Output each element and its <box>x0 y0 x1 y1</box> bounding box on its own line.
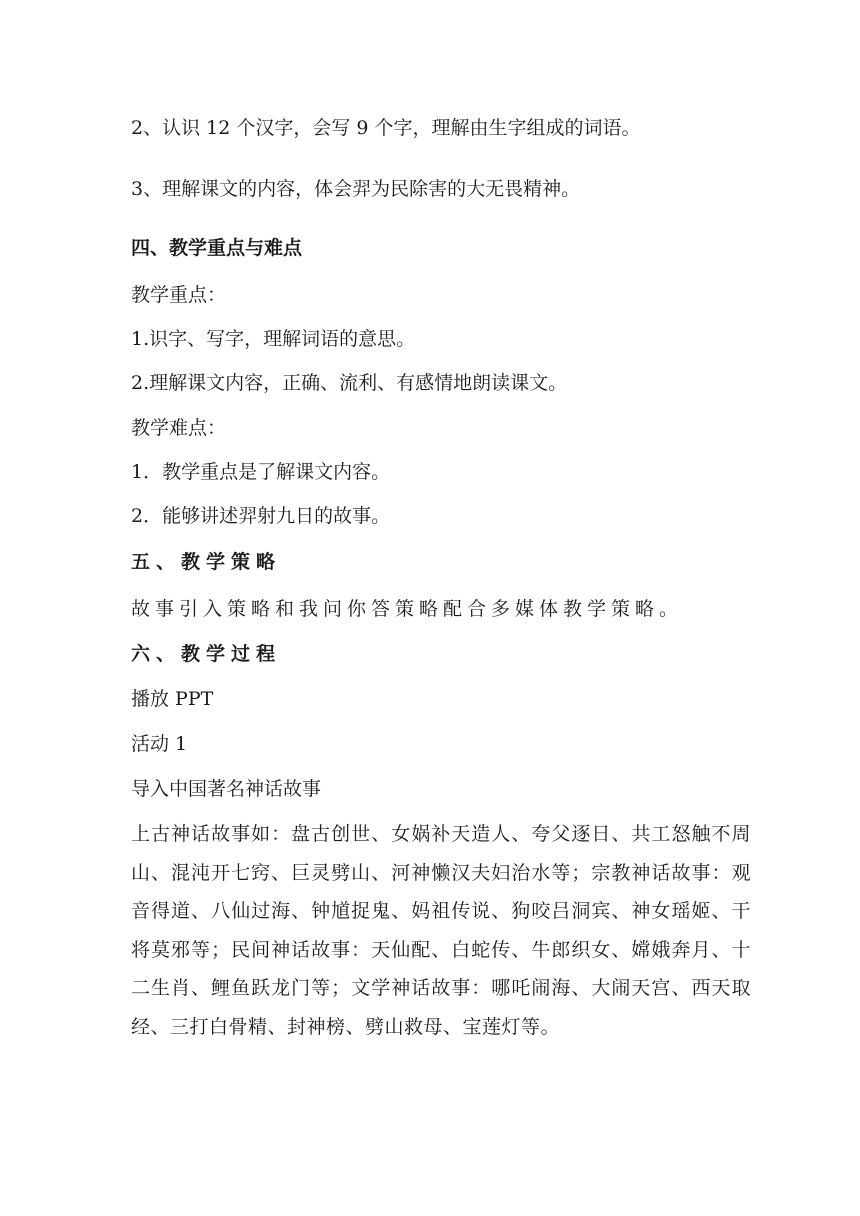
difficulty-2: 2．能够讲述羿射九日的故事。 <box>131 505 391 527</box>
key-point-2: 2.理解课文内容，正确、流利、有感情地朗读课文。 <box>131 372 568 394</box>
key-points-label: 教学重点： <box>131 284 227 306</box>
section-5-text: 故事引入策略和我问你答策略配合多媒体教学策略。 <box>131 598 684 620</box>
objective-item-3: 3、理解课文的内容，体会羿为民除害的大无畏精神。 <box>131 178 581 200</box>
section-6-heading: 六、教学过程 <box>131 643 282 665</box>
intro-line: 导入中国著名神话故事 <box>131 778 322 800</box>
myth-stories-paragraph: 上古神话故事如：盘古创世、女娲补天造人、夸父逐日、共工怒触不周山、混沌开七窍、巨灵劈山、河神懒汉夫妇治水等；宗教神话故事：观音得道、八仙过海、钟馗捉鬼、妈祖传说、狗咬吕洞宾、神女瑶姬、干将莫邪等；民间神话故事：天仙配、白蛇传、牛郎织女、嫦娥奔月、十二生肖、鲤鱼跃龙门等；文学神话故事：哪吒闹海、大闹天宫、西天取经、三打白骨精、封神榜、劈山救母、宝莲灯等。 <box>131 823 751 1038</box>
objective-item-2: 2、认识 12 个汉字，会写 9 个字，理解由生字组成的词语。 <box>131 117 641 139</box>
section-5-heading: 五、教学策略 <box>131 551 282 573</box>
difficulties-label: 教学难点： <box>131 417 227 439</box>
play-ppt-label: 播放 PPT <box>131 688 214 710</box>
difficulty-1: 1．教学重点是了解课文内容。 <box>131 461 391 483</box>
activity-label: 活动 1 <box>131 733 188 755</box>
key-point-1: 1.识字、写字，理解词语的意思。 <box>131 328 416 350</box>
section-4-heading: 四、教学重点与难点 <box>131 237 303 259</box>
